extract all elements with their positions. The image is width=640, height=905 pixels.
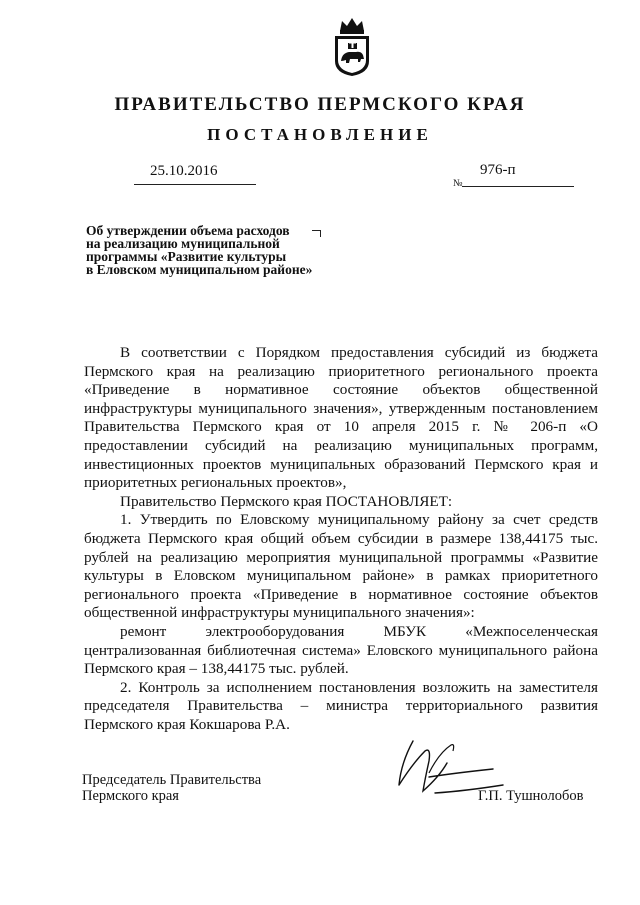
subject-line: на реализацию муниципальной [86, 236, 280, 251]
resolves-paragraph: Правительство Пермского края ПОСТАНОВЛЯЕТ: [120, 492, 453, 510]
subject-line: программы «Развитие культуры [86, 249, 287, 264]
decree-body [84, 344, 598, 734]
subject-line: Об утверждении объема расходов [86, 223, 290, 238]
date-underline [134, 184, 256, 185]
signatory-title [82, 772, 261, 804]
decree-subject [86, 224, 346, 276]
subject-line: в Еловском муниципальном районе» [86, 262, 313, 277]
number-sign: № [453, 178, 463, 189]
signatory-name: Г.П. Тушнолобов [478, 788, 584, 804]
signatory-title-line: Председатель Правительства [82, 772, 262, 788]
item-2-paragraph: 2. Контроль за исполнением постановления возложить на заместителя председателя Правительства – министра территориального развития Пермского края Кокшарова Р.А. [84, 678, 598, 733]
subject-corner-mark [312, 230, 321, 237]
government-title: ПРАВИТЕЛЬСТВО ПЕРМСКОГО КРАЯ [114, 94, 526, 115]
perm-krai-coat-of-arms-icon [330, 15, 374, 77]
item-1-detail-paragraph: ремонт электрооборудования МБУК «Межпоселенческая централизованная библиотечная система» Еловского муниципального района Пермского края – 138,44175 тыс. рублей. [84, 622, 598, 678]
decree-date: 25.10.2016 [150, 163, 218, 179]
decree-title: ПОСТАНОВЛЕНИЕ [207, 125, 433, 144]
signatory-title-line: Пермского края [82, 788, 179, 804]
number-underline [462, 186, 574, 187]
preamble-paragraph: В соответствии с Порядком предоставления субсидий из бюджета Пермского края на реализацию приоритетного регионального проекта «Приведение в нормативное состояние объектов общественной инфраструктуры муниципального значения», утвержденным постановлением Правительства Пермского края от 10 апреля 2015 г. № 206-п «О предоставлении субсидий на реализацию муниципальных программ, инвестиционных проектов муниципальных образований Пермского края и приоритетных региональных проектов», [84, 344, 598, 492]
item-1-paragraph: 1. Утвердить по Еловскому муниципальному району за счет средств бюджета Пермского края общий объем субсидии в размере 138,44175 тыс. рублей на реализацию мероприятия муниципальной программы «Развитие культуры в Еловском муниципальном районе» в рамках приоритетного регионального проекта «Приведение в нормативное состояние объектов общественной инфраструктуры муниципального значения»: [84, 511, 598, 622]
decree-number: 976-п [480, 162, 516, 178]
